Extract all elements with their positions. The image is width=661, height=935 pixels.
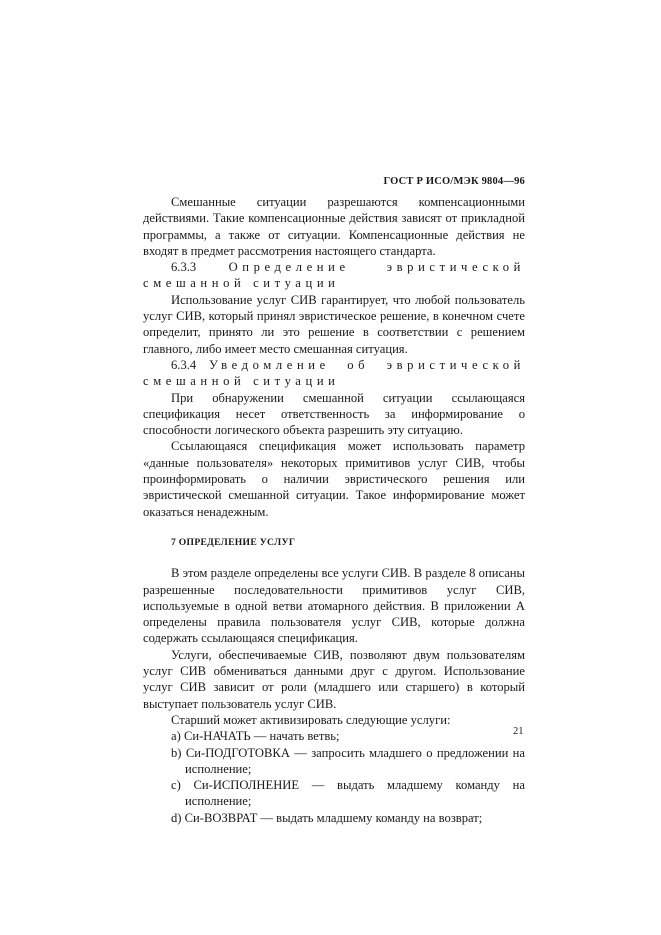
list-item [143, 728, 525, 744]
list-marker: d) [171, 810, 182, 825]
list-marker: a) [171, 729, 181, 744]
clause-6-3-4-text-1: При обнаружении смешанной ситуации ссылающаяся спецификация несет ответственность за информирование о способности логического объекта разрешить эту ситуацию. [143, 390, 525, 438]
list-text: Си-НАЧАТЬ — начать ветвь; [183, 729, 340, 744]
clause-6-3-3-text: Использование услуг СИВ гарантирует, что любой пользователь услуг СИВ, который принял эвристическое решение, в конечном счете определит, принято ли это решение в соответствии с решением главного, либо имеет место смешанная ситуация. [143, 292, 525, 356]
clause-6-3-4-text-2: Ссылающаяся спецификация может использовать параметр «данные пользователя» некоторых примитивов услуг СИВ, чтобы проинформировать о наличии эвристического решения или эвристической смешанной ситуации. Такое информирование может оказаться ненадежным. [143, 439, 525, 519]
list-marker: c) [171, 778, 181, 793]
clause-number: 6.3.3 [171, 260, 197, 275]
list-marker: b) [171, 745, 182, 760]
section-7-paragraph-1: В этом разделе определены все услуги СИВ. В разделе 8 описаны разрешенные последовательности примитивов услуг СИВ, используемые в одной ветви атомарного действия. В приложении А определены правила пользователя услуг СИВ, которые должна содержать ссылающаяся спецификация. [143, 566, 525, 646]
clause-title: Уведомление об эвристической смешанной ситуации [143, 357, 525, 389]
intro-paragraph: Смешанные ситуации разрешаются компенсационными действиями. Такие компенсационные действия зависят от прикладной программы, а также от ситуации. Компенсационные действия не входят в предмет рассмотрения настоящего стандарта. [143, 195, 525, 258]
section-7-paragraph-2: Услуги, обеспечиваемые СИВ, позволяют двум пользователям услуг СИВ обмениваться данными друг с другом. Использование услуг СИВ зависит от роли (младшего или старшего) в который выступает пользователь услуг СИВ. [143, 647, 525, 711]
list-text: Си-ИСПОЛНЕНИЕ — выдать младшему команду на исполнение; [185, 778, 525, 809]
clause-number: 6.3.4 [171, 357, 197, 372]
clause-6-3-4-heading [143, 357, 525, 390]
list-item [143, 810, 525, 826]
page-number: 21 [513, 726, 524, 737]
list-item [143, 777, 525, 810]
section-7-paragraph-3: Старший может активизировать следующие услуги: [171, 712, 451, 727]
list-text: Си-ВОЗВРАТ — выдать младшему команду на возврат; [184, 810, 483, 825]
list-item [143, 745, 525, 778]
standard-designation: ГОСТ Р ИСО/МЭК 9804—96 [383, 176, 525, 187]
section-7-title: 7 ОПРЕДЕЛЕНИЕ УСЛУГ [171, 536, 296, 548]
list-text: Си-ПОДГОТОВКА — запросить младшего о предложении на исполнение; [185, 745, 526, 776]
clause-6-3-3-heading [143, 259, 525, 292]
clause-title: Определение эвристической смешанной ситуации [143, 260, 525, 291]
page-body [143, 194, 525, 826]
